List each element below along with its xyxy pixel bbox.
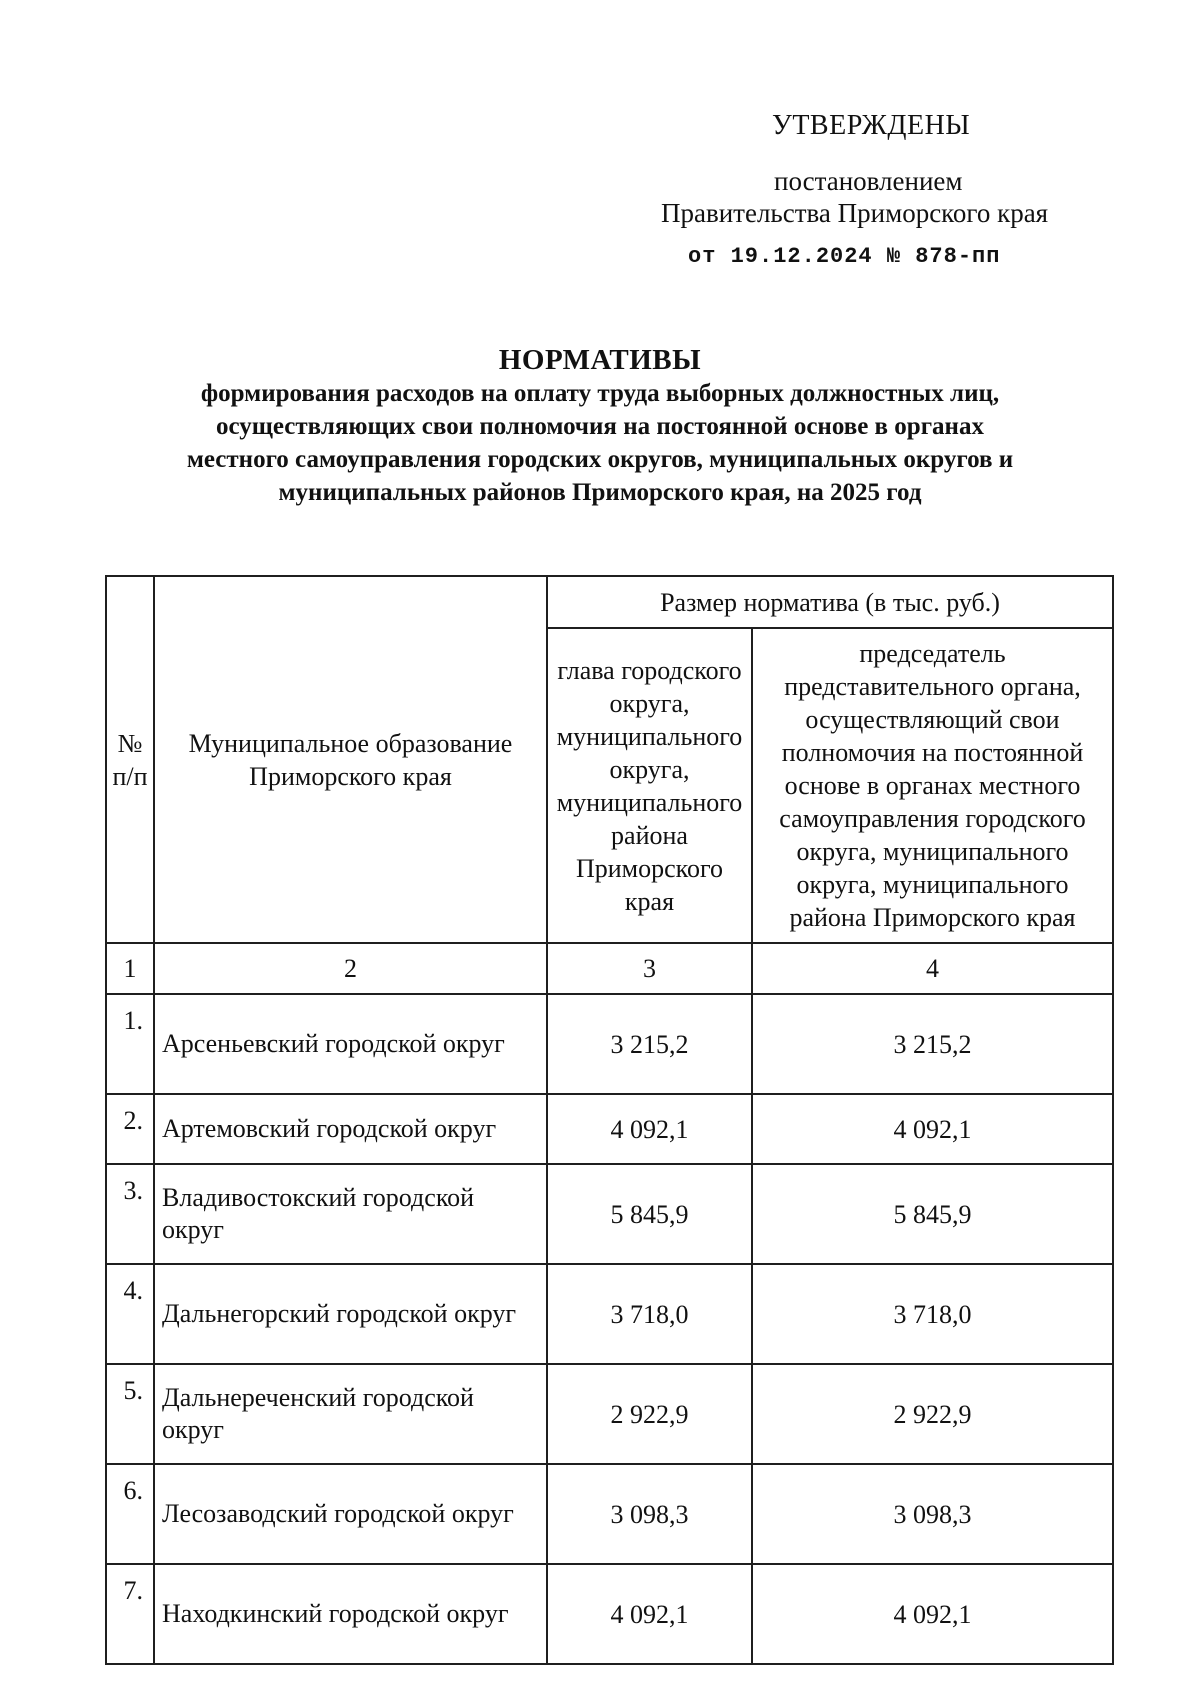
title-line-4: муниципальных районов Приморского края, на 2025 год bbox=[278, 479, 922, 506]
table-row bbox=[106, 1094, 1113, 1164]
column-index-3: 3 bbox=[547, 943, 752, 994]
head-norm-value: 4 092,1 bbox=[547, 1564, 752, 1664]
title-line-3: местного самоуправления городских округов, муниципальных округов и bbox=[186, 446, 1014, 473]
chairman-norm-value: 3 098,3 bbox=[752, 1464, 1113, 1564]
row-number: 2. bbox=[106, 1094, 154, 1164]
approved-heading: УТВЕРЖДЕНЫ bbox=[772, 110, 971, 141]
table-row bbox=[106, 1164, 1113, 1264]
table-row bbox=[106, 1364, 1113, 1464]
chairman-norm-value: 5 845,9 bbox=[752, 1164, 1113, 1264]
chairman-norm-value: 3 215,2 bbox=[752, 994, 1113, 1094]
municipality-name: Дальнегорский городской округ bbox=[154, 1264, 547, 1364]
municipality-name: Арсеньевский городской округ bbox=[154, 994, 547, 1094]
chairman-norm-value: 4 092,1 bbox=[752, 1094, 1113, 1164]
header-size-group: Размер норматива (в тыс. руб.) bbox=[547, 576, 1113, 628]
municipality-name: Находкинский городской округ bbox=[154, 1564, 547, 1664]
municipality-name: Артемовский городской округ bbox=[154, 1094, 547, 1164]
decree-text: постановлением bbox=[774, 166, 963, 196]
decree-date-number: от 19.12.2024 № 878-пп bbox=[688, 244, 1001, 269]
row-number: 4. bbox=[106, 1264, 154, 1364]
column-index-4: 4 bbox=[752, 943, 1113, 994]
header-head-column: глава городского округа, муниципального округа, муниципального района Приморского края bbox=[547, 628, 752, 943]
head-norm-value: 4 092,1 bbox=[547, 1094, 752, 1164]
title-line-1: формирования расходов на оплату труда выборных должностных лиц, bbox=[200, 380, 1000, 407]
header-municipality: Муниципальное образование Приморского края bbox=[154, 576, 547, 943]
chairman-norm-value: 2 922,9 bbox=[752, 1364, 1113, 1464]
chairman-norm-value: 3 718,0 bbox=[752, 1264, 1113, 1364]
government-text: Правительства Приморского края bbox=[661, 198, 1049, 228]
chairman-norm-value: 4 092,1 bbox=[752, 1564, 1113, 1664]
row-number: 5. bbox=[106, 1364, 154, 1464]
table-row bbox=[106, 994, 1113, 1094]
column-index-1: 1 bbox=[106, 943, 154, 994]
title-line-2: осуществляющих свои полномочия на постоянной основе в органах bbox=[216, 413, 984, 440]
head-norm-value: 3 098,3 bbox=[547, 1464, 752, 1564]
table-row bbox=[106, 1564, 1113, 1664]
header-number: № п/п bbox=[106, 576, 154, 943]
header-chairman-column: председатель представительного органа, осуществляющий свои полномочия на постоянной основе в органах местного самоуправления городского округа, муниципального округа, муниципального района Приморского края bbox=[752, 628, 1113, 943]
normatives-table bbox=[105, 575, 1114, 1665]
head-norm-value: 3 718,0 bbox=[547, 1264, 752, 1364]
municipality-name: Владивостокский городской округ bbox=[154, 1164, 547, 1264]
row-number: 1. bbox=[106, 994, 154, 1094]
table-row bbox=[106, 1464, 1113, 1564]
head-norm-value: 3 215,2 bbox=[547, 994, 752, 1094]
table-row bbox=[106, 1264, 1113, 1364]
head-norm-value: 5 845,9 bbox=[547, 1164, 752, 1264]
municipality-name: Дальнереченский городской округ bbox=[154, 1364, 547, 1464]
row-number: 7. bbox=[106, 1564, 154, 1664]
municipality-name: Лесозаводский городской округ bbox=[154, 1464, 547, 1564]
head-norm-value: 2 922,9 bbox=[547, 1364, 752, 1464]
title-main: НОРМАТИВЫ bbox=[498, 344, 702, 376]
row-number: 6. bbox=[106, 1464, 154, 1564]
document-title bbox=[120, 343, 1080, 509]
row-number: 3. bbox=[106, 1164, 154, 1264]
column-index-2: 2 bbox=[154, 943, 547, 994]
